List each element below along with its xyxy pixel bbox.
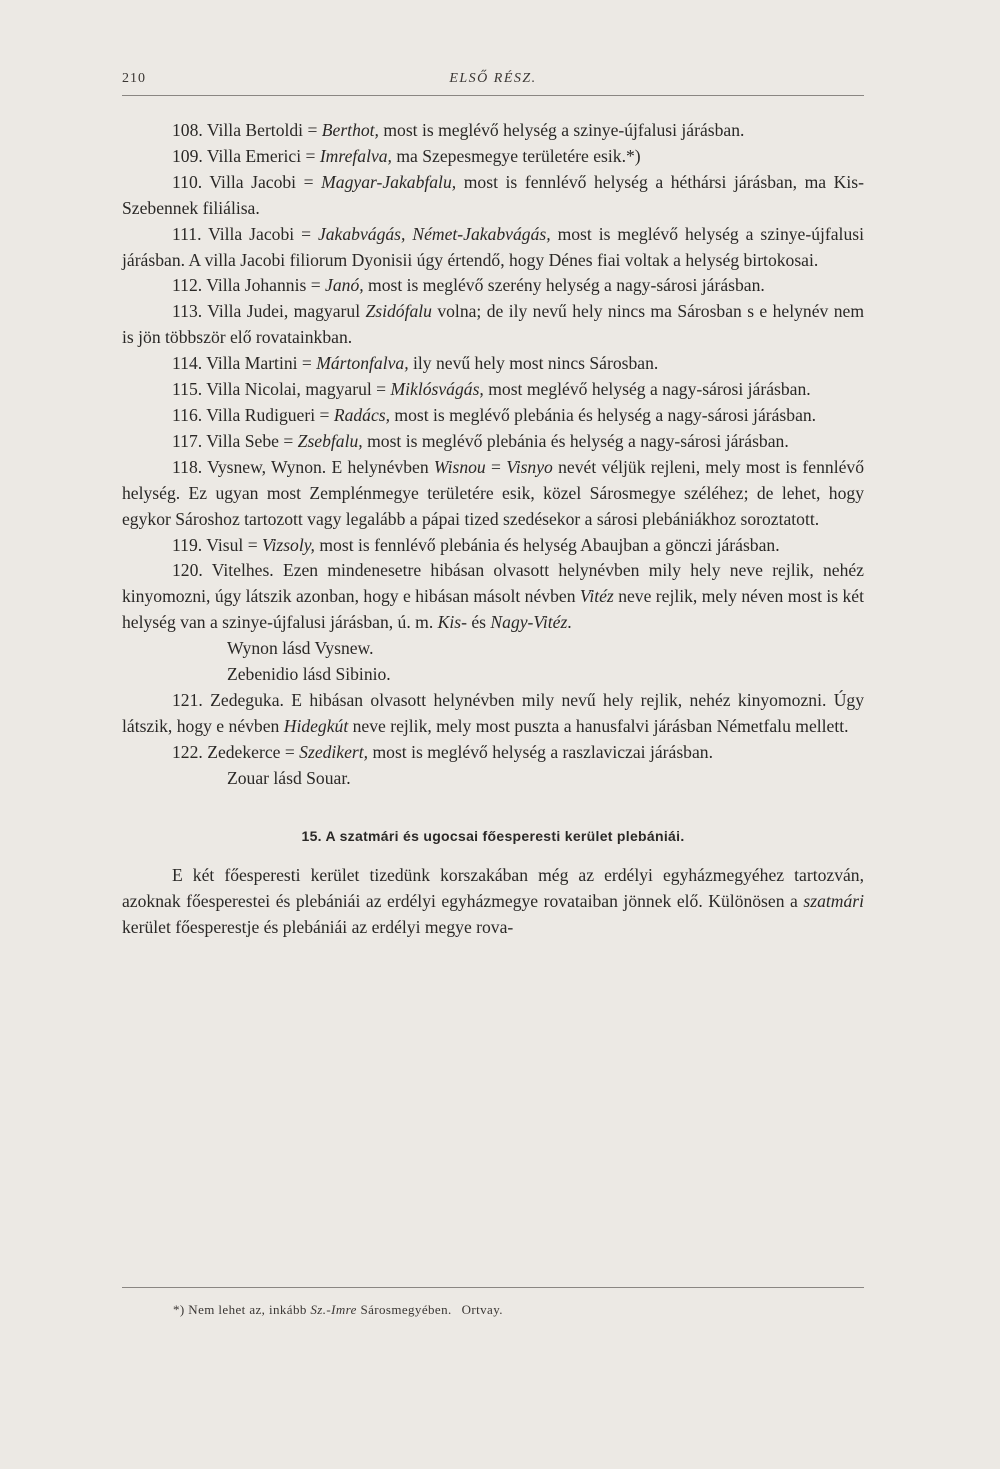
page-number: 210 [122, 71, 146, 86]
entry-119: 119. Visul = Vizsoly, most is fennlévő plebánia és helység Abaujban a gönczi járásban. [172, 534, 780, 555]
footnote-mark: *) [173, 1302, 185, 1317]
running-head [122, 68, 864, 92]
entry-112: 112. Villa Johannis = Janó, most is meglévő szerény helység a nagy-sárosi járásban. [172, 275, 765, 296]
footnote-rule [122, 1287, 864, 1288]
entry-110: 110. Villa Jacobi = Magyar-Jakabfalu, most is fennlévő helység a héthársi járásban, ma Kis-Szebennek filiálisa. [122, 171, 864, 218]
entry-113: 113. Villa Judei, magyarul Zsidófalu volna; de ily nevű hely nincs ma Sárosban s e helynév nem is jön többször elő rovatainkban. [122, 301, 864, 348]
cross-ref-zouar: Zouar lásd Souar. [227, 767, 351, 788]
section-paragraph: E két főesperesti kerület tizedünk korszakában még az erdélyi egyházmegyéhez tartozván, azoknak főesperestei és plebániái az erdélyi egyházmegye rovataiban jönnek elő. Különösen a szatmári kerület főesperestje és plebániái az erdélyi megye rova- [122, 865, 864, 938]
footnote: *) Nem lehet az, inkább Sz.-Imre Sárosmegyében. Ortvay. [173, 1302, 503, 1317]
entry-116: 116. Villa Rudigueri = Radács, most is meglévő plebánia és helység a nagy-sárosi járásban. [172, 404, 817, 425]
cross-ref-wynon: Wynon lásd Vysnew. [227, 638, 374, 659]
section-title: 15. A szatmári és ugocsai főesperesti kerület plebániái. [301, 827, 685, 844]
entry-120: 120. Vitelhes. Ezen mindenesetre hibásan olvasott helynévben mily hely neve rejlik, nehéz kinyomozni, úgy látszik azonban, hogy e hibásan másolt névben Vitéz neve rejlik, mely néven most is két helység van a szinye-újfalusi járásban, ú. m. Kis- és Nagy-Vitéz. [122, 560, 864, 633]
body-text [122, 118, 864, 941]
entry-109: 109. Villa Emerici = Imrefalva, ma Szepesmegye területére esik.*) [172, 145, 641, 166]
entry-118: 118. Vysnew, Wynon. E helynévben Wisnou = Visnyo nevét véljük rejleni, mely most is fennlévő helység. Ez ugyan most Zemplénmegye területére esik, közel Sárosmegye széléhez; de lehet, hogy egykor Sároshoz tartozott vagy legalább a pápai tized szedésekor a sárosi plebániákhoz soroztatott. [122, 456, 864, 529]
entry-108: 108. Villa Bertoldi = Berthot, most is meglévő helység a szinye-újfalusi járásban. [172, 120, 745, 140]
header-rule [122, 95, 864, 96]
running-title: ELSŐ RÉSZ. [449, 71, 537, 86]
entry-115: 115. Villa Nicolai, magyarul = Miklósvágás, most meglévő helység a nagy-sárosi járásban. [172, 379, 811, 400]
entry-114: 114. Villa Martini = Mártonfalva, ily nevű hely most nincs Sárosban. [172, 353, 659, 374]
entry-122: 122. Zedekerce = Szedikert, most is meglévő helység a raszlaviczai járásban. [172, 741, 713, 762]
cross-ref-zebenidio: Zebenidio lásd Sibinio. [227, 664, 391, 685]
footnote-author: Ortvay. [461, 1302, 503, 1317]
entry-111: 111. Villa Jacobi = Jakabvágás, Német-Jakabvágás, most is meglévő helység a szinye-újfalusi járásban. A villa Jacobi filiorum Dyonisii úgy értendő, hogy Dénes fiai voltak a helység birtokosai. [122, 223, 864, 270]
entry-121: 121. Zedeguka. E hibásan olvasott helynévben mily nevű hely rejlik, nehéz kinyomozni. Úgy látszik, hogy e névben Hidegkút neve rejlik, mely most puszta a hanusfalvi járásban Németfalu mellett. [122, 689, 864, 736]
entry-117: 117. Villa Sebe = Zsebfalu, most is meglévő plebánia és helység a nagy-sárosi járásban. [172, 430, 789, 451]
